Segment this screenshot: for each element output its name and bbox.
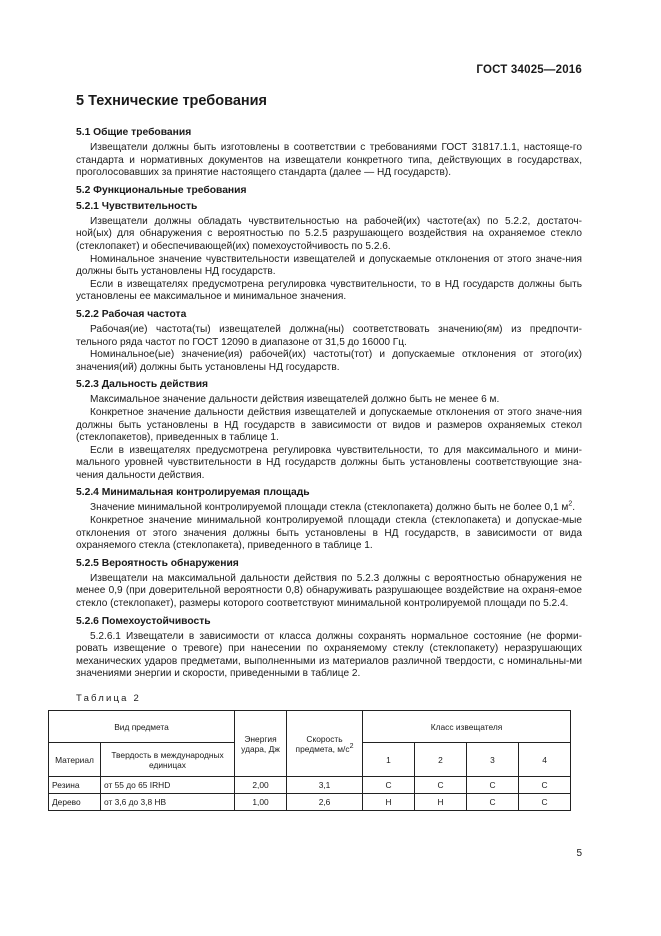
paragraph: Если в извещателях предусмотрена регулировка чувствительности, то в НД государств должны быть установлены ее максимальное и минимальное значения. — [76, 278, 582, 303]
paragraph: Если в извещателях предусмотрена регулировка чувствительности, то для максимального и мини-мального уровней чувствительности в НД государств должны быть установлены соответствующие зна-чения дальности действия. — [76, 444, 582, 481]
cell-energy: 2,00 — [235, 777, 287, 794]
text-span: Значение минимальной контролируемой площади стекла (стеклопакета) должно быть не более 0,1 м — [90, 502, 569, 514]
paragraph — [76, 502, 582, 515]
cell-hardness: от 55 до 65 IRHD — [101, 777, 235, 794]
cell-class: Н — [363, 794, 415, 811]
table-caption: Таблица 2 — [76, 693, 141, 704]
paragraph: Извещатели должны быть изготовлены в соответствии с требованиями ГОСТ 31817.1.1, настояще-го стандарта и нормативных документов на извещатели конкретного типа, действующих в государствах, проголосовавших за принятие настоящего стандарта (далее — НД государств). — [76, 142, 582, 179]
cell-material: Дерево — [49, 794, 101, 811]
subsection-title-5-2-3: 5.2.3 Дальность действия — [76, 379, 209, 391]
paragraph: Конкретное значение минимальной контролируемой площади стекла (стеклопакета) и допускае-мые отклонения от этого значения должны быть установлены в НД государств, в зависимости от вида охраняемого стекла (стеклопакета), приведенного в таблице 1. — [76, 515, 582, 552]
subsection-title-5-2-6: 5.2.6 Помехоустойчивость — [76, 615, 211, 627]
subsection-title-5-2-2: 5.2.2 Рабочая частота — [76, 308, 187, 320]
header-class-2: 2 — [415, 743, 467, 777]
text-span: Скорость предмета, м/с — [295, 733, 350, 754]
paragraph: 5.2.6.1 Извещатели в зависимости от класса должны сохранять нормальное состояние (не форми-ровать извещение о тревоге) при нанесении по охраняемому стеклу (стеклопакету) неразрушающих механических ударов предметами, выполненными из материалов различной твердости, с номинальны-ми значениями энергии и скорости, приведенными в таблице 2. — [76, 630, 582, 680]
header-class-4: 4 — [519, 743, 571, 777]
header-class-3: 3 — [467, 743, 519, 777]
header-class-1: 1 — [363, 743, 415, 777]
subsection-title-5-1: 5.1 Общие требования — [76, 127, 192, 138]
table-header-row — [49, 711, 571, 743]
subsection-title-5-2-4: 5.2.4 Минимальная контролируемая площадь — [76, 487, 310, 499]
cell-class: С — [467, 777, 519, 794]
cell-class: С — [467, 794, 519, 811]
table-row — [49, 794, 571, 811]
paragraph: Рабочая(ие) частота(ты) извещателей должна(ны) соответствовать значению(ям) из предпочти-тельного ряда частот по ГОСТ 12090 в диапазоне от 31,5 до 16000 Гц. — [76, 323, 582, 348]
header-material: Материал — [49, 743, 101, 777]
cell-speed: 2,6 — [287, 794, 363, 811]
table-row — [49, 777, 571, 794]
cell-hardness: от 3,6 до 3,8 HB — [101, 794, 235, 811]
header-detector-class: Класс извещателя — [363, 711, 571, 743]
cell-class: С — [415, 777, 467, 794]
cell-class: С — [363, 777, 415, 794]
superscript: 2 — [349, 742, 354, 750]
header-object-type: Вид предмета — [49, 711, 235, 743]
page-number: 5 — [576, 848, 582, 859]
cell-energy: 1,00 — [235, 794, 287, 811]
superscript: 2 — [568, 501, 573, 509]
cell-class: Н — [415, 794, 467, 811]
subsection-title-5-2: 5.2 Функциональные требования — [76, 184, 247, 196]
paragraph: Извещатели на максимальной дальности действия по 5.2.3 должны с вероятностью обнаружения не менее 0,9 (при доверительной вероятности 0,8) обнаруживать разрушающее воздействие на охраня-емое стекло (стеклопакет), размеры которого соответствуют минимальной контролируемой площади по 5.2.4. — [76, 572, 582, 610]
cell-speed: 3,1 — [287, 777, 363, 794]
section-title: 5 Технические требования — [76, 93, 268, 109]
paragraph: Максимальное значение дальности действия извещателей должно быть не менее 6 м. — [90, 394, 500, 406]
page-content — [52, 93, 582, 811]
cell-class: С — [519, 777, 571, 794]
subsection-title-5-2-5: 5.2.5 Вероятность обнаружения — [76, 557, 239, 569]
table-2 — [48, 710, 571, 811]
paragraph: Извещатели должны обладать чувствительностью на рабочей(их) частоте(ах) по 5.2.2, достаточ-ной(ых) для обнаружения с вероятностью по 5.2.5 разрушающего воздействия на охраняемое стекло (стеклопакет) и обеспечивающей(их) помехоустойчивость по 5.2.6. — [76, 215, 582, 252]
cell-material: Резина — [49, 777, 101, 794]
paragraph: Номинальное(ые) значение(ия) рабочей(их) частоты(тот) и допускаемые отклонения от этого(их) значения(ий) должны быть установлены НД государств. — [76, 349, 582, 373]
header-energy: Энергия удара, Дж — [235, 711, 287, 777]
text-span: . — [572, 502, 576, 514]
paragraph: Номинальное значение чувствительности извещателей и допускаемые отклонения от этого значе-ния должны быть установлены НД государств. — [76, 253, 582, 278]
standard-code: ГОСТ 34025—2016 — [476, 64, 582, 76]
subsection-title-5-2-1: 5.2.1 Чувствительность — [76, 200, 198, 212]
paragraph: Конкретное значение дальности действия извещателей и допускаемые отклонения от этого значе-ния должны быть установлены в НД государств в зависимости от видов и размеров охраняемых стекол (стеклопакетов), приведенных в таблице 1. — [76, 406, 582, 444]
cell-class: С — [519, 794, 571, 811]
header-hardness: Твердость в международных единицах — [101, 743, 235, 777]
header-speed — [287, 711, 363, 777]
